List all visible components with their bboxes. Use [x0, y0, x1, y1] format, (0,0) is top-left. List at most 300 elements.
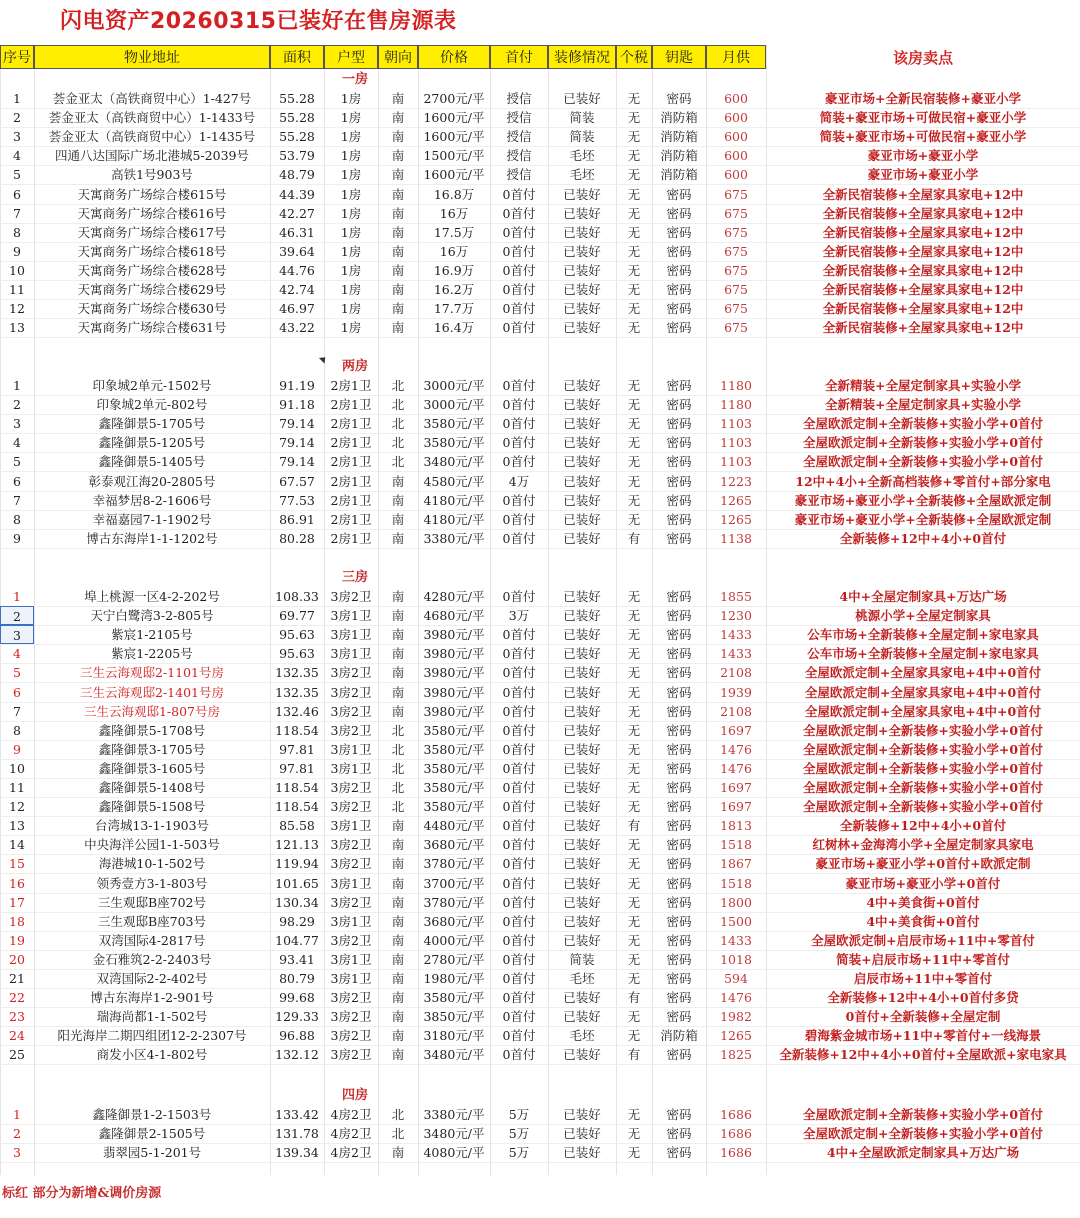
cell-area[interactable]: 79.14: [279, 454, 315, 470]
cell-no[interactable]: 1: [13, 589, 21, 604]
table-row[interactable]: [0, 1045, 1080, 1064]
table-row[interactable]: [0, 1124, 1080, 1143]
cell-orientation[interactable]: 南: [391, 301, 405, 317]
cell-tax[interactable]: 无: [627, 951, 641, 967]
table-row[interactable]: [0, 625, 1080, 644]
cell-selling-point[interactable]: 全屋欧派定制+全新装修+实验小学+0首付: [802, 799, 1044, 815]
cell-down-payment[interactable]: 0首付: [502, 951, 536, 967]
cell-area[interactable]: 132.46: [275, 703, 319, 719]
cell-selling-point[interactable]: 全屋欧派定制+全新装修+实验小学+0首付: [802, 435, 1044, 451]
cell-orientation[interactable]: 北: [391, 722, 405, 738]
cell-decoration[interactable]: 已装好: [563, 378, 601, 393]
cell-price[interactable]: 3700元/平: [423, 875, 485, 891]
cell-no[interactable]: 2: [13, 110, 21, 126]
cell-price[interactable]: 1600元/平: [423, 167, 485, 183]
cell-decoration[interactable]: 已装好: [563, 1107, 601, 1122]
cell-selling-point[interactable]: 豪亚市场+全新民宿装修+豪亚小学: [825, 91, 1021, 106]
cell-layout[interactable]: 2房1卫: [330, 530, 372, 546]
table-row[interactable]: [0, 223, 1080, 242]
cell-address[interactable]: 鑫隆御景2-1505号: [98, 1126, 206, 1142]
cell-layout[interactable]: 1房: [340, 301, 362, 317]
cell-orientation[interactable]: 南: [391, 913, 405, 929]
cell-decoration[interactable]: 毛坯: [569, 1028, 595, 1044]
cell-layout[interactable]: 2房1卫: [330, 492, 372, 508]
cell-monthly[interactable]: 1825: [720, 1047, 752, 1063]
table-row[interactable]: [0, 472, 1080, 491]
cell-no[interactable]: 13: [9, 320, 25, 336]
cell-decoration[interactable]: 已装好: [563, 990, 601, 1006]
cell-tax[interactable]: 无: [627, 186, 641, 202]
cell-price[interactable]: 16万: [439, 205, 469, 221]
cell-price[interactable]: 16.8万: [433, 186, 475, 202]
cell-selling-point[interactable]: 全屋欧派定制+全新装修+实验小学+0首付: [802, 760, 1044, 776]
cell-tax[interactable]: 无: [627, 148, 641, 164]
cell-layout[interactable]: 2房1卫: [330, 397, 372, 413]
cell-price[interactable]: 3780元/平: [423, 894, 485, 910]
cell-key[interactable]: 密码: [666, 932, 692, 948]
cell-key[interactable]: 密码: [666, 1047, 692, 1063]
cell-address[interactable]: 荟金亚太（高铁商贸中心）1-427号: [52, 91, 252, 106]
cell-address[interactable]: 鑫隆御景5-1705号: [98, 416, 206, 432]
table-row[interactable]: [0, 318, 1080, 337]
cell-key[interactable]: 密码: [666, 913, 692, 929]
table-row[interactable]: [0, 702, 1080, 721]
cell-area[interactable]: 130.34: [275, 894, 319, 910]
cell-selling-point[interactable]: 全新装修+12中+4小+0首付: [839, 818, 1007, 834]
cell-orientation[interactable]: 南: [391, 646, 405, 662]
cell-price[interactable]: 3580元/平: [423, 416, 485, 432]
cell-tax[interactable]: 无: [627, 799, 641, 815]
cell-monthly[interactable]: 1686: [720, 1145, 752, 1161]
cell-key[interactable]: 密码: [666, 703, 692, 719]
cell-no[interactable]: 3: [13, 1145, 21, 1161]
cell-area[interactable]: 131.78: [275, 1126, 319, 1142]
cell-down-payment[interactable]: 授信: [506, 167, 532, 183]
cell-address[interactable]: 天寓商务广场综合楼615号: [77, 186, 227, 202]
table-row[interactable]: [0, 1026, 1080, 1045]
cell-orientation[interactable]: 北: [391, 454, 405, 470]
cell-down-payment[interactable]: 0首付: [502, 894, 536, 910]
cell-selling-point[interactable]: 公车市场+全新装修+全屋定制+家电家具: [807, 627, 1039, 643]
cell-down-payment[interactable]: 0首付: [502, 492, 536, 508]
cell-area[interactable]: 132.12: [275, 1047, 319, 1063]
header-area[interactable]: 面积: [270, 45, 324, 69]
cell-decoration[interactable]: 已装好: [563, 875, 601, 891]
cell-area[interactable]: 67.57: [279, 473, 315, 489]
cell-tax[interactable]: 无: [627, 627, 641, 643]
cell-orientation[interactable]: 南: [391, 703, 405, 719]
cell-tax[interactable]: 无: [627, 1028, 641, 1044]
cell-price[interactable]: 3580元/平: [423, 760, 485, 776]
cell-layout[interactable]: 3房1卫: [330, 760, 372, 776]
cell-no[interactable]: 1: [13, 91, 21, 106]
cell-orientation[interactable]: 南: [391, 875, 405, 891]
cell-price[interactable]: 16.4万: [433, 320, 475, 336]
cell-price[interactable]: 4180元/平: [423, 492, 485, 508]
cell-area[interactable]: 46.31: [279, 224, 315, 240]
cell-address[interactable]: 荟金亚太（高铁商贸中心）1-1433号: [48, 110, 256, 126]
cell-orientation[interactable]: 南: [391, 951, 405, 967]
cell-orientation[interactable]: 南: [391, 1028, 405, 1044]
table-row[interactable]: [0, 931, 1080, 950]
cell-selling-point[interactable]: 豪亚市场+豪亚小学: [867, 148, 979, 164]
cell-address[interactable]: 三生观邸B座703号: [97, 913, 207, 929]
cell-no[interactable]: 15: [9, 856, 25, 872]
cell-orientation[interactable]: 南: [391, 91, 405, 106]
cell-selling-point[interactable]: 全新民宿装修+全屋家具家电+12中: [822, 320, 1024, 336]
cell-address[interactable]: 高铁1号903号: [111, 167, 193, 183]
cell-layout[interactable]: 4房2卫: [330, 1126, 372, 1142]
header-decoration[interactable]: 装修情况: [548, 45, 616, 69]
cell-orientation[interactable]: 南: [391, 627, 405, 643]
cell-layout[interactable]: 3房1卫: [330, 741, 372, 757]
table-row[interactable]: [0, 1143, 1080, 1162]
table-row[interactable]: [0, 146, 1080, 165]
table-row[interactable]: [0, 644, 1080, 663]
table-row[interactable]: [0, 510, 1080, 529]
cell-tax[interactable]: 无: [627, 492, 641, 508]
cell-monthly[interactable]: 1138: [720, 530, 752, 546]
cell-key[interactable]: 密码: [666, 646, 692, 662]
cell-price[interactable]: 17.7万: [433, 301, 475, 317]
cell-decoration[interactable]: 已装好: [563, 894, 601, 910]
cell-down-payment[interactable]: 0首付: [502, 205, 536, 221]
cell-monthly[interactable]: 2108: [720, 665, 752, 681]
cell-decoration[interactable]: 已装好: [563, 530, 601, 546]
cell-tax[interactable]: 无: [627, 205, 641, 221]
cell-no[interactable]: 7: [13, 492, 21, 508]
cell-tax[interactable]: 无: [627, 91, 641, 106]
cell-price[interactable]: 4680元/平: [423, 608, 485, 624]
cell-orientation[interactable]: 南: [391, 818, 405, 834]
cell-decoration[interactable]: 已装好: [563, 741, 601, 757]
cell-monthly[interactable]: 600: [724, 167, 748, 183]
cell-tax[interactable]: 无: [627, 760, 641, 776]
cell-key[interactable]: 密码: [666, 301, 692, 317]
cell-decoration[interactable]: 已装好: [563, 282, 601, 297]
cell-tax[interactable]: 无: [627, 837, 641, 853]
cell-tax[interactable]: 无: [627, 378, 641, 393]
cell-area[interactable]: 69.77: [279, 608, 315, 624]
cell-selling-point[interactable]: 全新民宿装修+全屋家具家电+12中: [822, 186, 1024, 202]
header-layout[interactable]: 户型: [324, 45, 378, 69]
cell-selling-point[interactable]: 全屋欧派定制+全新装修+实验小学+0首付: [802, 1126, 1044, 1142]
cell-down-payment[interactable]: 0首付: [502, 818, 536, 834]
cell-area[interactable]: 80.28: [279, 530, 315, 546]
cell-layout[interactable]: 1房: [340, 205, 362, 221]
cell-key[interactable]: 密码: [666, 760, 692, 776]
cell-decoration[interactable]: 已装好: [563, 932, 601, 948]
cell-area[interactable]: 99.68: [279, 990, 315, 1006]
cell-orientation[interactable]: 南: [391, 665, 405, 681]
cell-down-payment[interactable]: 0首付: [502, 856, 536, 872]
cell-orientation[interactable]: 北: [391, 760, 405, 776]
cell-down-payment[interactable]: 5万: [508, 1145, 530, 1161]
cell-tax[interactable]: 无: [627, 1107, 641, 1122]
cell-price[interactable]: 16.2万: [433, 282, 475, 297]
table-row[interactable]: [0, 165, 1080, 184]
cell-decoration[interactable]: 已装好: [563, 91, 601, 106]
cell-no[interactable]: 4: [13, 435, 21, 451]
cell-orientation[interactable]: 南: [391, 932, 405, 948]
table-row[interactable]: [0, 108, 1080, 127]
cell-key[interactable]: 密码: [666, 435, 692, 451]
cell-down-payment[interactable]: 授信: [506, 91, 532, 106]
cell-layout[interactable]: 4房2卫: [330, 1107, 372, 1122]
cell-address[interactable]: 天寓商务广场综合楼629号: [77, 282, 227, 297]
cell-address[interactable]: 鑫隆御景3-1705号: [98, 741, 206, 757]
cell-orientation[interactable]: 南: [391, 608, 405, 624]
cell-no[interactable]: 3: [13, 129, 21, 145]
cell-tax[interactable]: 无: [627, 722, 641, 738]
cell-tax[interactable]: 无: [627, 1126, 641, 1142]
cell-area[interactable]: 55.28: [279, 110, 315, 126]
cell-key[interactable]: 密码: [666, 416, 692, 432]
cell-area[interactable]: 118.54: [275, 780, 319, 795]
cell-selling-point[interactable]: 全屋欧派定制+全新装修+实验小学+0首付: [802, 416, 1044, 432]
cell-area[interactable]: 44.76: [279, 262, 315, 278]
cell-selling-point[interactable]: 全新民宿装修+全屋家具家电+12中: [822, 243, 1024, 259]
cell-layout[interactable]: 3房2卫: [330, 932, 372, 948]
cell-key[interactable]: 密码: [666, 1009, 692, 1025]
cell-orientation[interactable]: 南: [391, 282, 405, 297]
cell-area[interactable]: 101.65: [275, 875, 319, 891]
cell-decoration[interactable]: 已装好: [563, 301, 601, 317]
cell-area[interactable]: 44.39: [279, 186, 315, 202]
cell-decoration[interactable]: 已装好: [563, 205, 601, 221]
cell-selling-point[interactable]: 4中+美食街+0首付: [866, 894, 980, 910]
cell-address[interactable]: 双湾国际2-2-402号: [96, 971, 208, 986]
cell-no[interactable]: 3: [0, 625, 34, 644]
cell-decoration[interactable]: 已装好: [563, 837, 601, 853]
cell-selling-point[interactable]: 全屋欧派定制+全新装修+实验小学+0首付: [802, 1107, 1044, 1122]
cell-selling-point[interactable]: 简装+豪亚市场+可做民宿+豪亚小学: [819, 129, 1027, 145]
cell-key[interactable]: 密码: [666, 186, 692, 202]
table-row[interactable]: [0, 778, 1080, 797]
cell-monthly[interactable]: 1018: [720, 951, 752, 967]
cell-down-payment[interactable]: 0首付: [502, 722, 536, 738]
cell-selling-point[interactable]: 豪亚市场+豪亚小学+全新装修+全屋欧派定制: [794, 511, 1052, 527]
cell-selling-point[interactable]: 4中+全屋定制家具+万达广场: [839, 589, 1007, 604]
cell-monthly[interactable]: 675: [724, 243, 748, 259]
cell-price[interactable]: 3980元/平: [423, 703, 485, 719]
cell-orientation[interactable]: 南: [391, 262, 405, 278]
cell-layout[interactable]: 2房1卫: [330, 416, 372, 432]
cell-selling-point[interactable]: 全新民宿装修+全屋家具家电+12中: [822, 282, 1024, 297]
cell-down-payment[interactable]: 0首付: [502, 1028, 536, 1044]
cell-monthly[interactable]: 1982: [720, 1009, 752, 1025]
cell-address[interactable]: 紫宸1-2205号: [111, 646, 193, 662]
cell-monthly[interactable]: 1476: [720, 741, 752, 757]
cell-layout[interactable]: 1房: [340, 262, 362, 278]
cell-decoration[interactable]: 简装: [569, 129, 595, 145]
cell-orientation[interactable]: 南: [391, 971, 405, 986]
cell-orientation[interactable]: 南: [391, 473, 405, 489]
cell-down-payment[interactable]: 0首付: [502, 780, 536, 795]
cell-area[interactable]: 42.27: [279, 205, 315, 221]
cell-down-payment[interactable]: 0首付: [502, 741, 536, 757]
cell-decoration[interactable]: 已装好: [563, 1126, 601, 1142]
cell-price[interactable]: 4180元/平: [423, 511, 485, 527]
cell-tax[interactable]: 无: [627, 167, 641, 183]
cell-tax[interactable]: 无: [627, 875, 641, 891]
table-row[interactable]: [0, 893, 1080, 912]
cell-no[interactable]: 13: [9, 818, 25, 834]
cell-area[interactable]: 108.33: [275, 589, 319, 604]
cell-orientation[interactable]: 南: [391, 1047, 405, 1063]
table-row[interactable]: [0, 759, 1080, 778]
cell-layout[interactable]: 1房: [340, 167, 362, 183]
cell-selling-point[interactable]: 全屋欧派定制+全新装修+实验小学+0首付: [802, 454, 1044, 470]
cell-monthly[interactable]: 1265: [720, 511, 752, 527]
cell-price[interactable]: 16万: [439, 243, 469, 259]
cell-down-payment[interactable]: 0首付: [502, 320, 536, 336]
cell-monthly[interactable]: 1867: [720, 856, 752, 872]
cell-key[interactable]: 密码: [666, 91, 692, 106]
cell-tax[interactable]: 无: [627, 703, 641, 719]
table-row[interactable]: [0, 721, 1080, 740]
cell-layout[interactable]: 3房2卫: [330, 703, 372, 719]
cell-decoration[interactable]: 已装好: [563, 627, 601, 643]
cell-down-payment[interactable]: 0首付: [502, 971, 536, 986]
cell-selling-point[interactable]: 桃源小学+全屋定制家具: [855, 608, 991, 624]
cell-key[interactable]: 密码: [666, 262, 692, 278]
cell-layout[interactable]: 3房2卫: [330, 780, 372, 795]
table-row[interactable]: [0, 663, 1080, 682]
cell-layout[interactable]: 3房1卫: [330, 971, 372, 986]
table-row[interactable]: [0, 835, 1080, 854]
cell-down-payment[interactable]: 授信: [506, 110, 532, 126]
cell-key[interactable]: 消防箱: [660, 1028, 698, 1044]
cell-orientation[interactable]: 北: [391, 435, 405, 451]
cell-address[interactable]: 幸福梦居8-2-1606号: [92, 492, 212, 508]
cell-decoration[interactable]: 已装好: [563, 799, 601, 815]
cell-layout[interactable]: 2房1卫: [330, 378, 372, 393]
cell-monthly[interactable]: 1433: [720, 627, 752, 643]
cell-decoration[interactable]: 已装好: [563, 511, 601, 527]
cell-down-payment[interactable]: 5万: [508, 1126, 530, 1142]
cell-area[interactable]: 118.54: [275, 799, 319, 815]
table-row[interactable]: [0, 988, 1080, 1007]
cell-price[interactable]: 1500元/平: [423, 148, 485, 164]
cell-area[interactable]: 46.97: [279, 301, 315, 317]
cell-price[interactable]: 3980元/平: [423, 665, 485, 681]
cell-area[interactable]: 53.79: [279, 148, 315, 164]
cell-orientation[interactable]: 北: [391, 780, 405, 795]
cell-decoration[interactable]: 已装好: [563, 454, 601, 470]
cell-monthly[interactable]: 2108: [720, 703, 752, 719]
cell-no[interactable]: 2: [13, 397, 21, 413]
table-row[interactable]: [0, 414, 1080, 433]
cell-price[interactable]: 17.5万: [433, 224, 475, 240]
cell-selling-point[interactable]: 简装+启辰市场+11中+零首付: [836, 951, 1010, 967]
cell-layout[interactable]: 3房2卫: [330, 1028, 372, 1044]
cell-address[interactable]: 天寓商务广场综合楼617号: [77, 224, 227, 240]
cell-no[interactable]: 25: [9, 1047, 25, 1063]
cell-address[interactable]: 博古东海岸1-1-1202号: [86, 530, 218, 546]
cell-tax[interactable]: 无: [627, 684, 641, 700]
cell-tax[interactable]: 无: [627, 589, 641, 604]
cell-address[interactable]: 台湾城13-1-1903号: [94, 818, 210, 834]
cell-price[interactable]: 3680元/平: [423, 837, 485, 853]
cell-no[interactable]: 12: [9, 301, 25, 317]
cell-selling-point[interactable]: 豪亚市场+豪亚小学+0首付+欧派定制: [815, 856, 1031, 872]
table-row[interactable]: [0, 587, 1080, 606]
cell-tax[interactable]: 无: [627, 473, 641, 489]
cell-monthly[interactable]: 594: [724, 971, 748, 986]
table-row[interactable]: [0, 127, 1080, 146]
table-row[interactable]: [0, 433, 1080, 452]
cell-no[interactable]: 3: [13, 416, 21, 432]
cell-no[interactable]: 7: [13, 703, 21, 719]
cell-orientation[interactable]: 北: [391, 1126, 405, 1142]
header-price[interactable]: 价格: [418, 45, 490, 69]
cell-price[interactable]: 2700元/平: [423, 91, 485, 106]
cell-tax[interactable]: 无: [627, 780, 641, 795]
cell-selling-point[interactable]: 全新装修+12中+4小+0首付多贷: [827, 990, 1019, 1006]
cell-price[interactable]: 3180元/平: [423, 1028, 485, 1044]
cell-key[interactable]: 密码: [666, 320, 692, 336]
cell-price[interactable]: 4080元/平: [423, 1145, 485, 1161]
cell-monthly[interactable]: 1230: [720, 608, 752, 624]
cell-price[interactable]: 3380元/平: [423, 1107, 485, 1122]
cell-layout[interactable]: 3房1卫: [330, 608, 372, 624]
cell-area[interactable]: 77.53: [279, 492, 315, 508]
cell-address[interactable]: 印象城2单元-1502号: [92, 378, 212, 393]
cell-monthly[interactable]: 600: [724, 129, 748, 145]
cell-monthly[interactable]: 1686: [720, 1126, 752, 1142]
cell-decoration[interactable]: 已装好: [563, 473, 601, 489]
cell-selling-point[interactable]: 12中+4小+全新高档装修+零首付+部分家电: [795, 473, 1051, 489]
cell-price[interactable]: 4480元/平: [423, 818, 485, 834]
table-row[interactable]: [0, 261, 1080, 280]
table-row[interactable]: [0, 376, 1080, 395]
cell-no[interactable]: 8: [13, 722, 21, 738]
cell-down-payment[interactable]: 0首付: [502, 454, 536, 470]
cell-tax[interactable]: 无: [627, 932, 641, 948]
cell-tax[interactable]: 无: [627, 320, 641, 336]
cell-layout[interactable]: 1房: [340, 148, 362, 164]
cell-monthly[interactable]: 1800: [720, 894, 752, 910]
table-row[interactable]: [0, 1007, 1080, 1026]
cell-layout[interactable]: 2房1卫: [330, 511, 372, 527]
cell-down-payment[interactable]: 0首付: [502, 511, 536, 527]
cell-down-payment[interactable]: 0首付: [502, 186, 536, 202]
cell-orientation[interactable]: 南: [391, 684, 405, 700]
cell-address[interactable]: 博古东海岸1-2-901号: [90, 990, 214, 1006]
cell-selling-point[interactable]: 全新民宿装修+全屋家具家电+12中: [822, 205, 1024, 221]
cell-price[interactable]: 1600元/平: [423, 110, 485, 126]
cell-monthly[interactable]: 1697: [720, 799, 752, 815]
cell-area[interactable]: 91.18: [279, 397, 315, 413]
cell-orientation[interactable]: 北: [391, 799, 405, 815]
header-monthly[interactable]: 月供: [706, 45, 766, 69]
cell-down-payment[interactable]: 0首付: [502, 837, 536, 853]
cell-area[interactable]: 133.42: [275, 1107, 319, 1122]
cell-address[interactable]: 双湾国际4-2817号: [98, 932, 206, 948]
cell-price[interactable]: 4000元/平: [423, 932, 485, 948]
cell-address[interactable]: 紫宸1-2105号: [111, 627, 193, 643]
cell-tax[interactable]: 无: [627, 856, 641, 872]
cell-key[interactable]: 密码: [666, 665, 692, 681]
cell-decoration[interactable]: 已装好: [563, 186, 601, 202]
cell-down-payment[interactable]: 0首付: [502, 913, 536, 929]
cell-no[interactable]: 10: [9, 760, 25, 776]
cell-no[interactable]: 8: [13, 224, 21, 240]
cell-area[interactable]: 98.29: [279, 913, 315, 929]
cell-key[interactable]: 密码: [666, 282, 692, 297]
cell-key[interactable]: 密码: [666, 990, 692, 1006]
